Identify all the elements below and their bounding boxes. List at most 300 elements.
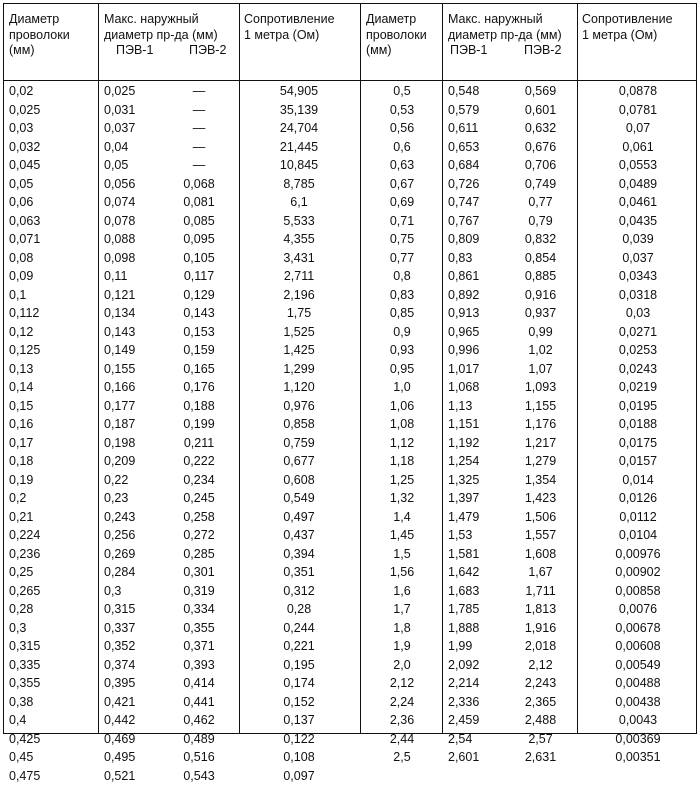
- outer-diameter-pev2-right: 1,093: [508, 378, 573, 397]
- outer-diameter-pev1-left: 0,442: [104, 711, 164, 730]
- wire-diameter-left: 0,14: [9, 378, 94, 397]
- wire-diameter-right: 0,85: [366, 304, 438, 323]
- wire-diameter-left: 0,2: [9, 489, 94, 508]
- table-row: [4, 101, 696, 120]
- wire-diameter-left: 0,15: [9, 397, 94, 416]
- resistance-per-meter-left: 1,75: [244, 304, 354, 323]
- resistance-per-meter-left: 24,704: [244, 119, 354, 138]
- outer-diameter-pev1-right: 1,325: [448, 471, 508, 490]
- table-row: [4, 489, 696, 508]
- header-text: Диаметр: [366, 12, 427, 28]
- outer-diameter-pev1-right: 0,913: [448, 304, 508, 323]
- table-row: [4, 82, 696, 101]
- outer-diameter-pev1-left: 0,337: [104, 619, 164, 638]
- table-row: [4, 119, 696, 138]
- wire-diameter-right: 0,69: [366, 193, 438, 212]
- wire-diameter-right: 1,45: [366, 526, 438, 545]
- resistance-per-meter-left: 21,445: [244, 138, 354, 157]
- wire-diameter-right: 1,06: [366, 397, 438, 416]
- wire-table: [3, 3, 697, 734]
- header-text: Сопротивление: [244, 12, 335, 28]
- header-diameter: [366, 12, 427, 59]
- outer-diameter-pev1-left: 0,187: [104, 415, 164, 434]
- outer-diameter-pev1-right: 0,996: [448, 341, 508, 360]
- outer-diameter-pev2-left: 0,222: [164, 452, 234, 471]
- outer-diameter-pev2-right: 0,676: [508, 138, 573, 157]
- resistance-per-meter-left: 0,437: [244, 526, 354, 545]
- wire-diameter-left: 0,05: [9, 175, 94, 194]
- outer-diameter-pev1-left: 0,521: [104, 767, 164, 785]
- outer-diameter-pev2-right: 1,557: [508, 526, 573, 545]
- outer-diameter-pev2-left: 0,117: [164, 267, 234, 286]
- outer-diameter-pev2-right: 1,711: [508, 582, 573, 601]
- resistance-per-meter-right: 0,0076: [582, 600, 694, 619]
- outer-diameter-pev1-left: 0,11: [104, 267, 164, 286]
- resistance-per-meter-right: 0,0157: [582, 452, 694, 471]
- wire-diameter-left: 0,032: [9, 138, 94, 157]
- table-row: [4, 656, 696, 675]
- resistance-per-meter-right: 0,0043: [582, 711, 694, 730]
- outer-diameter-pev2-right: 2,488: [508, 711, 573, 730]
- resistance-per-meter-left: 0,549: [244, 489, 354, 508]
- resistance-per-meter-right: 0,0461: [582, 193, 694, 212]
- wire-diameter-left: 0,475: [9, 767, 94, 785]
- wire-diameter-right: 1,4: [366, 508, 438, 527]
- wire-diameter-left: 0,03: [9, 119, 94, 138]
- wire-diameter-right: 0,9: [366, 323, 438, 342]
- wire-diameter-left: 0,112: [9, 304, 94, 323]
- wire-diameter-left: 0,02: [9, 82, 94, 101]
- resistance-per-meter-left: 0,677: [244, 452, 354, 471]
- outer-diameter-pev2-left: —: [164, 82, 234, 101]
- table-row: [4, 304, 696, 323]
- resistance-per-meter-left: 0,097: [244, 767, 354, 785]
- wire-diameter-right: 2,24: [366, 693, 438, 712]
- resistance-per-meter-right: 0,014: [582, 471, 694, 490]
- header-diameter: [9, 12, 70, 59]
- header-text: (мм): [366, 43, 427, 59]
- outer-diameter-pev2-right: 1,217: [508, 434, 573, 453]
- outer-diameter-pev1-left: 0,269: [104, 545, 164, 564]
- resistance-per-meter-right: 0,037: [582, 249, 694, 268]
- outer-diameter-pev1-right: 0,548: [448, 82, 508, 101]
- outer-diameter-pev1-right: 0,747: [448, 193, 508, 212]
- resistance-per-meter-left: 1,120: [244, 378, 354, 397]
- wire-diameter-left: 0,19: [9, 471, 94, 490]
- outer-diameter-pev1-left: 0,3: [104, 582, 164, 601]
- header-pev1: ПЭВ-1: [116, 43, 153, 57]
- outer-diameter-pev2-left: 0,489: [164, 730, 234, 749]
- resistance-per-meter-right: 0,0195: [582, 397, 694, 416]
- wire-diameter-left: 0,25: [9, 563, 94, 582]
- table-row: [4, 267, 696, 286]
- outer-diameter-pev2-right: 0,632: [508, 119, 573, 138]
- resistance-per-meter-right: 0,0553: [582, 156, 694, 175]
- wire-diameter-right: 1,6: [366, 582, 438, 601]
- resistance-per-meter-right: 0,0126: [582, 489, 694, 508]
- table-row: [4, 286, 696, 305]
- resistance-per-meter-left: 35,139: [244, 101, 354, 120]
- outer-diameter-pev1-left: 0,149: [104, 341, 164, 360]
- resistance-per-meter-right: 0,0781: [582, 101, 694, 120]
- table-row: [4, 230, 696, 249]
- resistance-per-meter-left: 0,174: [244, 674, 354, 693]
- outer-diameter-pev1-left: 0,074: [104, 193, 164, 212]
- wire-diameter-left: 0,17: [9, 434, 94, 453]
- outer-diameter-pev1-right: 0,965: [448, 323, 508, 342]
- resistance-per-meter-right: 0,00678: [582, 619, 694, 638]
- resistance-per-meter-right: 0,0489: [582, 175, 694, 194]
- outer-diameter-pev2-left: 0,371: [164, 637, 234, 656]
- outer-diameter-pev2-left: 0,543: [164, 767, 234, 785]
- header-outer-diameter: [104, 12, 218, 43]
- table-row: [4, 378, 696, 397]
- outer-diameter-pev2-right: 2,57: [508, 730, 573, 749]
- resistance-per-meter-left: 1,525: [244, 323, 354, 342]
- outer-diameter-pev1-left: 0,143: [104, 323, 164, 342]
- table-row: [4, 212, 696, 231]
- outer-diameter-pev2-left: 0,285: [164, 545, 234, 564]
- wire-diameter-right: 1,0: [366, 378, 438, 397]
- resistance-per-meter-right: 0,07: [582, 119, 694, 138]
- outer-diameter-pev2-right: 1,279: [508, 452, 573, 471]
- resistance-per-meter-right: 0,039: [582, 230, 694, 249]
- resistance-per-meter-left: 5,533: [244, 212, 354, 231]
- outer-diameter-pev2-right: 1,67: [508, 563, 573, 582]
- outer-diameter-pev1-left: 0,23: [104, 489, 164, 508]
- wire-diameter-right: 0,67: [366, 175, 438, 194]
- outer-diameter-pev1-left: 0,04: [104, 138, 164, 157]
- wire-diameter-right: 1,56: [366, 563, 438, 582]
- wire-diameter-left: 0,09: [9, 267, 94, 286]
- resistance-per-meter-left: 0,28: [244, 600, 354, 619]
- outer-diameter-pev1-right: 1,397: [448, 489, 508, 508]
- header-resistance: [582, 12, 673, 43]
- header-text: Макс. наружный: [104, 12, 218, 28]
- outer-diameter-pev1-left: 0,134: [104, 304, 164, 323]
- wire-diameter-right: 1,32: [366, 489, 438, 508]
- outer-diameter-pev1-right: 1,683: [448, 582, 508, 601]
- resistance-per-meter-left: 0,152: [244, 693, 354, 712]
- wire-diameter-right: 2,0: [366, 656, 438, 675]
- resistance-per-meter-left: 0,976: [244, 397, 354, 416]
- header-text: 1 метра (Ом): [244, 28, 335, 44]
- wire-diameter-right: 0,6: [366, 138, 438, 157]
- header-text: Диаметр: [9, 12, 70, 28]
- outer-diameter-pev2-left: —: [164, 156, 234, 175]
- outer-diameter-pev2-left: 0,234: [164, 471, 234, 490]
- wire-diameter-right: 1,8: [366, 619, 438, 638]
- outer-diameter-pev1-left: 0,198: [104, 434, 164, 453]
- wire-diameter-left: 0,18: [9, 452, 94, 471]
- outer-diameter-pev2-left: —: [164, 101, 234, 120]
- resistance-per-meter-right: 0,00858: [582, 582, 694, 601]
- outer-diameter-pev2-left: 0,319: [164, 582, 234, 601]
- outer-diameter-pev2-right: 1,423: [508, 489, 573, 508]
- outer-diameter-pev1-left: 0,05: [104, 156, 164, 175]
- wire-diameter-left: 0,16: [9, 415, 94, 434]
- outer-diameter-pev1-right: 1,068: [448, 378, 508, 397]
- table-row: [4, 175, 696, 194]
- wire-diameter-right: 1,08: [366, 415, 438, 434]
- outer-diameter-pev2-left: 0,393: [164, 656, 234, 675]
- wire-diameter-left: 0,063: [9, 212, 94, 231]
- header-resistance: [244, 12, 335, 43]
- outer-diameter-pev2-right: 0,99: [508, 323, 573, 342]
- resistance-per-meter-right: 0,00438: [582, 693, 694, 712]
- table-row: [4, 397, 696, 416]
- outer-diameter-pev2-right: 1,608: [508, 545, 573, 564]
- outer-diameter-pev2-left: 0,414: [164, 674, 234, 693]
- wire-diameter-left: 0,224: [9, 526, 94, 545]
- resistance-per-meter-right: 0,0878: [582, 82, 694, 101]
- table-row: [4, 582, 696, 601]
- outer-diameter-pev2-left: 0,105: [164, 249, 234, 268]
- outer-diameter-pev1-right: 0,83: [448, 249, 508, 268]
- outer-diameter-pev1-right: 0,579: [448, 101, 508, 120]
- wire-diameter-left: 0,265: [9, 582, 94, 601]
- wire-diameter-left: 0,28: [9, 600, 94, 619]
- header-pev2: ПЭВ-2: [524, 43, 561, 57]
- outer-diameter-pev2-right: 1,354: [508, 471, 573, 490]
- outer-diameter-pev2-right: 2,631: [508, 748, 573, 767]
- resistance-per-meter-right: 0,00976: [582, 545, 694, 564]
- resistance-per-meter-right: 0,00351: [582, 748, 694, 767]
- outer-diameter-pev2-left: 0,199: [164, 415, 234, 434]
- outer-diameter-pev1-right: 2,601: [448, 748, 508, 767]
- outer-diameter-pev1-left: 0,037: [104, 119, 164, 138]
- wire-diameter-right: 1,18: [366, 452, 438, 471]
- outer-diameter-pev2-left: 0,462: [164, 711, 234, 730]
- resistance-per-meter-right: 0,0253: [582, 341, 694, 360]
- header-pev1: ПЭВ-1: [450, 43, 487, 57]
- outer-diameter-pev1-right: 1,017: [448, 360, 508, 379]
- header-text: диаметр пр-да (мм): [104, 28, 218, 44]
- header-text: 1 метра (Ом): [582, 28, 673, 44]
- wire-diameter-right: 0,53: [366, 101, 438, 120]
- table-row: [4, 323, 696, 342]
- outer-diameter-pev1-left: 0,243: [104, 508, 164, 527]
- wire-diameter-right: 0,56: [366, 119, 438, 138]
- table-row: [4, 767, 696, 785]
- wire-diameter-right: 2,44: [366, 730, 438, 749]
- outer-diameter-pev1-right: 1,254: [448, 452, 508, 471]
- wire-diameter-right: 0,93: [366, 341, 438, 360]
- outer-diameter-pev2-right: 0,916: [508, 286, 573, 305]
- header-text: диаметр пр-да (мм): [448, 28, 562, 44]
- resistance-per-meter-right: 0,061: [582, 138, 694, 157]
- outer-diameter-pev1-right: 2,214: [448, 674, 508, 693]
- resistance-per-meter-right: 0,03: [582, 304, 694, 323]
- outer-diameter-pev1-left: 0,209: [104, 452, 164, 471]
- outer-diameter-pev2-left: 0,334: [164, 600, 234, 619]
- outer-diameter-pev2-left: 0,441: [164, 693, 234, 712]
- outer-diameter-pev1-left: 0,495: [104, 748, 164, 767]
- header-text: Сопротивление: [582, 12, 673, 28]
- table-body: [4, 82, 696, 785]
- header-outer-diameter: [448, 12, 562, 43]
- outer-diameter-pev2-right: 0,601: [508, 101, 573, 120]
- wire-diameter-right: 1,5: [366, 545, 438, 564]
- outer-diameter-pev2-left: 0,081: [164, 193, 234, 212]
- header-text: (мм): [9, 43, 70, 59]
- wire-diameter-right: 1,12: [366, 434, 438, 453]
- outer-diameter-pev1-left: 0,166: [104, 378, 164, 397]
- resistance-per-meter-left: 0,394: [244, 545, 354, 564]
- outer-diameter-pev2-left: 0,516: [164, 748, 234, 767]
- table-row: [4, 193, 696, 212]
- wire-diameter-left: 0,025: [9, 101, 94, 120]
- resistance-per-meter-left: 10,845: [244, 156, 354, 175]
- outer-diameter-pev2-right: 0,79: [508, 212, 573, 231]
- wire-diameter-right: 0,77: [366, 249, 438, 268]
- resistance-per-meter-left: 0,108: [244, 748, 354, 767]
- header-divider: [4, 80, 696, 81]
- resistance-per-meter-left: 0,759: [244, 434, 354, 453]
- table-row: [4, 508, 696, 527]
- wire-diameter-left: 0,21: [9, 508, 94, 527]
- wire-diameter-right: 2,36: [366, 711, 438, 730]
- table-row: [4, 563, 696, 582]
- wire-diameter-right: 0,75: [366, 230, 438, 249]
- resistance-per-meter-left: 0,244: [244, 619, 354, 638]
- wire-diameter-right: 1,25: [366, 471, 438, 490]
- outer-diameter-pev1-right: 0,861: [448, 267, 508, 286]
- resistance-per-meter-right: 0,0104: [582, 526, 694, 545]
- resistance-per-meter-right: 0,0243: [582, 360, 694, 379]
- outer-diameter-pev1-right: 1,888: [448, 619, 508, 638]
- table-row: [4, 471, 696, 490]
- table-row: [4, 600, 696, 619]
- outer-diameter-pev1-right: 1,192: [448, 434, 508, 453]
- wire-diameter-left: 0,425: [9, 730, 94, 749]
- resistance-per-meter-left: 3,431: [244, 249, 354, 268]
- outer-diameter-pev2-right: 0,854: [508, 249, 573, 268]
- resistance-per-meter-right: 0,00902: [582, 563, 694, 582]
- outer-diameter-pev2-left: 0,085: [164, 212, 234, 231]
- outer-diameter-pev2-right: 1,155: [508, 397, 573, 416]
- wire-diameter-left: 0,355: [9, 674, 94, 693]
- resistance-per-meter-left: 0,608: [244, 471, 354, 490]
- outer-diameter-pev1-right: 0,611: [448, 119, 508, 138]
- wire-diameter-left: 0,13: [9, 360, 94, 379]
- outer-diameter-pev2-left: 0,188: [164, 397, 234, 416]
- outer-diameter-pev1-right: 0,653: [448, 138, 508, 157]
- outer-diameter-pev2-right: 2,12: [508, 656, 573, 675]
- resistance-per-meter-right: 0,0318: [582, 286, 694, 305]
- outer-diameter-pev1-right: 0,809: [448, 230, 508, 249]
- outer-diameter-pev1-left: 0,056: [104, 175, 164, 194]
- outer-diameter-pev2-right: 2,365: [508, 693, 573, 712]
- outer-diameter-pev2-left: 0,159: [164, 341, 234, 360]
- table-row: [4, 545, 696, 564]
- table-row: [4, 730, 696, 749]
- outer-diameter-pev1-right: 2,336: [448, 693, 508, 712]
- outer-diameter-pev1-left: 0,031: [104, 101, 164, 120]
- resistance-per-meter-left: 8,785: [244, 175, 354, 194]
- outer-diameter-pev2-right: 1,813: [508, 600, 573, 619]
- outer-diameter-pev2-right: 0,885: [508, 267, 573, 286]
- wire-diameter-left: 0,08: [9, 249, 94, 268]
- outer-diameter-pev1-right: 2,092: [448, 656, 508, 675]
- outer-diameter-pev2-left: —: [164, 138, 234, 157]
- outer-diameter-pev2-right: 0,569: [508, 82, 573, 101]
- outer-diameter-pev2-left: 0,176: [164, 378, 234, 397]
- outer-diameter-pev2-right: 1,07: [508, 360, 573, 379]
- table-row: [4, 434, 696, 453]
- outer-diameter-pev1-left: 0,088: [104, 230, 164, 249]
- resistance-per-meter-right: 0,0435: [582, 212, 694, 231]
- table-row: [4, 637, 696, 656]
- outer-diameter-pev2-left: 0,129: [164, 286, 234, 305]
- resistance-per-meter-left: 6,1: [244, 193, 354, 212]
- wire-diameter-right: 0,8: [366, 267, 438, 286]
- wire-diameter-left: 0,125: [9, 341, 94, 360]
- outer-diameter-pev1-right: 1,642: [448, 563, 508, 582]
- outer-diameter-pev1-right: 2,459: [448, 711, 508, 730]
- wire-diameter-right: 0,71: [366, 212, 438, 231]
- resistance-per-meter-right: 0,00549: [582, 656, 694, 675]
- outer-diameter-pev2-right: 2,018: [508, 637, 573, 656]
- outer-diameter-pev2-left: 0,355: [164, 619, 234, 638]
- outer-diameter-pev1-left: 0,284: [104, 563, 164, 582]
- outer-diameter-pev2-left: 0,143: [164, 304, 234, 323]
- outer-diameter-pev1-left: 0,121: [104, 286, 164, 305]
- wire-diameter-left: 0,045: [9, 156, 94, 175]
- resistance-per-meter-left: 0,137: [244, 711, 354, 730]
- outer-diameter-pev1-left: 0,098: [104, 249, 164, 268]
- outer-diameter-pev2-left: —: [164, 119, 234, 138]
- table-row: [4, 156, 696, 175]
- table-row: [4, 341, 696, 360]
- outer-diameter-pev2-right: 1,176: [508, 415, 573, 434]
- outer-diameter-pev2-right: 0,937: [508, 304, 573, 323]
- resistance-per-meter-left: 2,711: [244, 267, 354, 286]
- wire-diameter-left: 0,071: [9, 230, 94, 249]
- wire-diameter-left: 0,45: [9, 748, 94, 767]
- wire-diameter-left: 0,4: [9, 711, 94, 730]
- outer-diameter-pev1-left: 0,22: [104, 471, 164, 490]
- outer-diameter-pev1-right: 1,99: [448, 637, 508, 656]
- outer-diameter-pev1-left: 0,025: [104, 82, 164, 101]
- wire-diameter-right: 0,63: [366, 156, 438, 175]
- resistance-per-meter-left: 2,196: [244, 286, 354, 305]
- wire-diameter-left: 0,3: [9, 619, 94, 638]
- wire-diameter-right: 0,5: [366, 82, 438, 101]
- wire-diameter-right: 2,5: [366, 748, 438, 767]
- wire-diameter-right: 2,12: [366, 674, 438, 693]
- wire-diameter-right: 0,83: [366, 286, 438, 305]
- outer-diameter-pev2-left: 0,272: [164, 526, 234, 545]
- resistance-per-meter-right: 0,0175: [582, 434, 694, 453]
- table-row: [4, 693, 696, 712]
- outer-diameter-pev2-left: 0,165: [164, 360, 234, 379]
- outer-diameter-pev2-right: 2,243: [508, 674, 573, 693]
- wire-diameter-right: 1,7: [366, 600, 438, 619]
- outer-diameter-pev1-left: 0,352: [104, 637, 164, 656]
- resistance-per-meter-left: 1,299: [244, 360, 354, 379]
- resistance-per-meter-left: 0,312: [244, 582, 354, 601]
- outer-diameter-pev1-left: 0,469: [104, 730, 164, 749]
- outer-diameter-pev1-left: 0,315: [104, 600, 164, 619]
- wire-diameter-left: 0,335: [9, 656, 94, 675]
- outer-diameter-pev1-right: 1,479: [448, 508, 508, 527]
- resistance-per-meter-right: 0,0188: [582, 415, 694, 434]
- outer-diameter-pev2-left: 0,301: [164, 563, 234, 582]
- resistance-per-meter-left: 0,122: [244, 730, 354, 749]
- header-pev2: ПЭВ-2: [189, 43, 226, 57]
- header-text: проволоки: [9, 28, 70, 44]
